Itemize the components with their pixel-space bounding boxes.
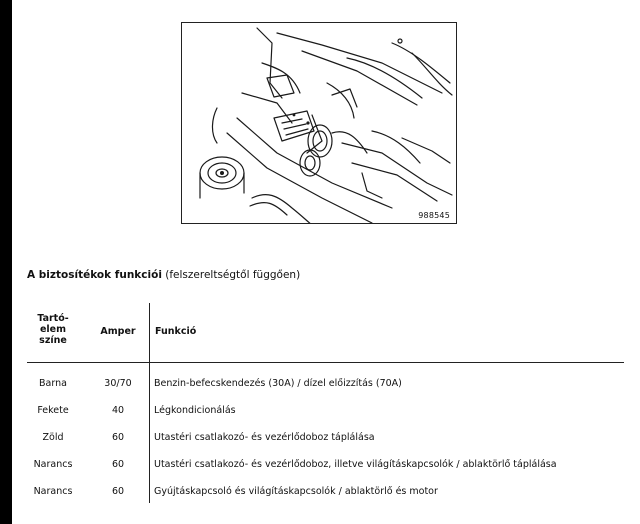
fuse-function-cell: Utastéri csatlakozó- és vezérlődoboz táplálása [154, 432, 375, 443]
fuse-function-cell: Utastéri csatlakozó- és vezérlődoboz, illetve világításkapcsolók / ablaktörlő táplálása [154, 459, 557, 470]
fuse-color-cell: Narancs [33, 459, 73, 470]
table-header-divider [27, 362, 624, 363]
fuse-function-cell: Benzin-befecskendezés (30A) / dízel előizzítás (70A) [154, 378, 402, 389]
column-header-color-line: elem [39, 324, 67, 335]
column-header-color-line: Tartó- [37, 313, 69, 324]
fuse-color-cell: Narancs [33, 486, 73, 497]
engine-compartment-illustration [182, 23, 457, 224]
fuse-color-cell: Barna [39, 378, 67, 389]
column-header-color [28, 313, 78, 346]
column-header-function: Funkció [155, 326, 197, 337]
table-column-divider [149, 303, 150, 503]
fuse-amp-cell: 60 [111, 486, 125, 497]
page-edge-bar [0, 0, 12, 524]
fuse-amp-cell: 60 [111, 432, 125, 443]
fuse-function-cell: Légkondicionálás [154, 405, 236, 416]
column-header-color-line: színe [39, 335, 67, 346]
fuse-color-cell: Fekete [37, 405, 69, 416]
heading-note: (felszereltségtől függően) [161, 269, 301, 281]
heading-bold: A biztosítékok funkciói [27, 269, 162, 281]
fuse-functions-heading [27, 269, 300, 281]
fuse-amp-cell: 30/70 [104, 378, 132, 389]
fuse-color-cell: Zöld [42, 432, 64, 443]
figure-id-label: 988545 [418, 211, 450, 220]
fuse-function-cell: Gyújtáskapcsoló és világításkapcsolók / ablaktörlő és motor [154, 486, 438, 497]
engine-compartment-figure [181, 22, 457, 224]
fuse-amp-cell: 60 [111, 459, 125, 470]
fuse-amp-cell: 40 [111, 405, 125, 416]
column-header-amp: Amper [100, 326, 136, 337]
